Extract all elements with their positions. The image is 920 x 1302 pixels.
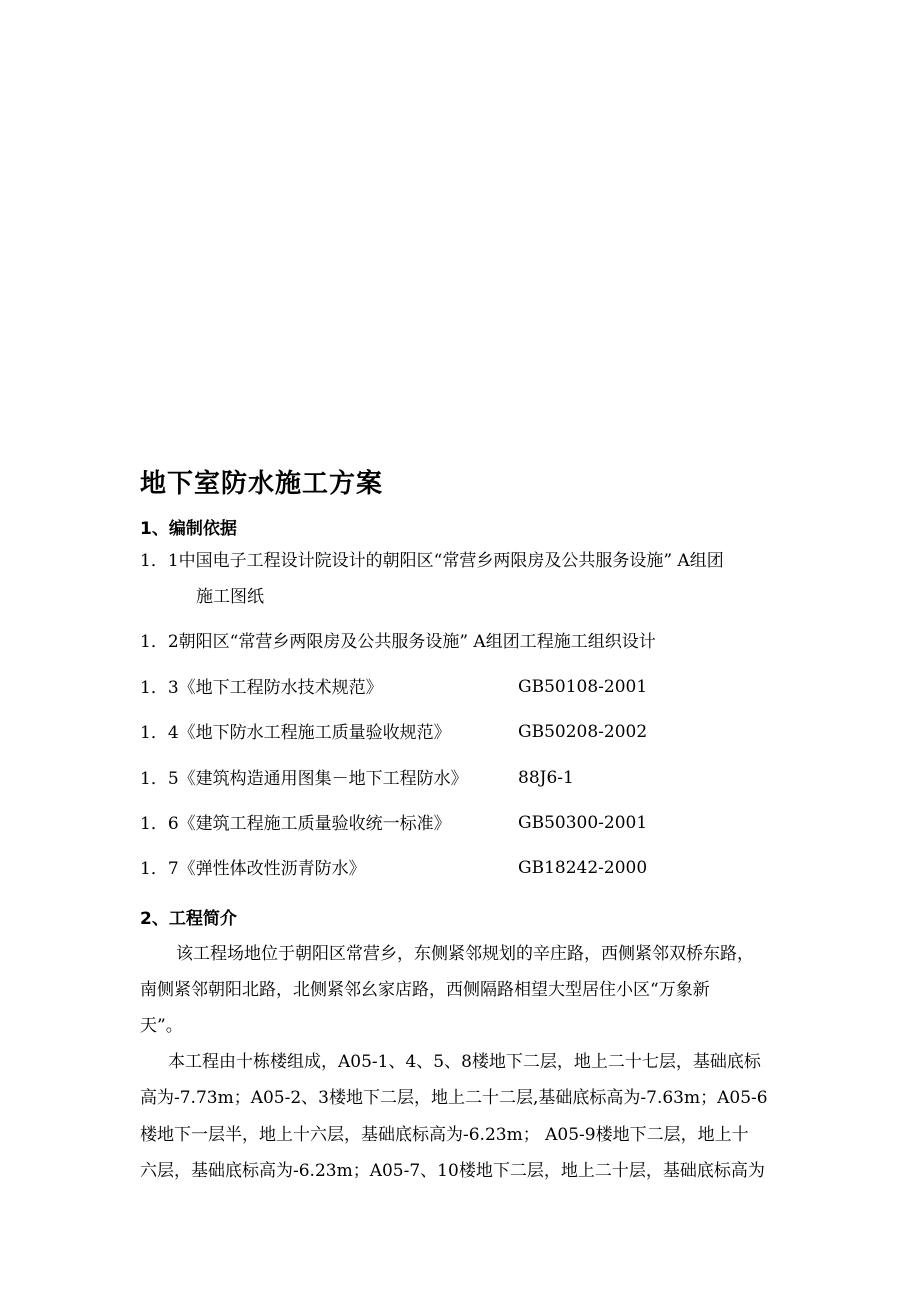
- basis-item-7: 1．7《弹性体改性沥青防水》: [140, 859, 366, 879]
- overview-paragraph2-line4: 六层，基础底标高为-6.23m；A05-7、10楼地下二层，地上二十层，基础底标高为: [140, 1161, 765, 1181]
- basis-item-7-code: GB18242-2000: [518, 858, 648, 878]
- basis-item-5-code: 88J6-1: [518, 768, 574, 788]
- basis-item-6-code: GB50300-2001: [518, 813, 648, 833]
- overview-paragraph1-line1: 该工程场地位于朝阳区常营乡，东侧紧邻规划的辛庄路，西侧紧邻双桥东路，: [176, 944, 754, 964]
- basis-item-3-code: GB50108-2001: [518, 677, 648, 697]
- basis-item-1-line1: 1．1中国电子工程设计院设计的朝阳区“常营乡两限房及公共服务设施” A组团: [140, 551, 724, 571]
- basis-item-5: 1．5《建筑构造通用图集－地下工程防水》: [140, 769, 468, 789]
- overview-paragraph1-line3: 天”。: [140, 1016, 183, 1036]
- basis-item-1-line2: 施工图纸: [196, 587, 264, 607]
- overview-paragraph1-line2: 南侧紧邻朝阳北路，北侧紧邻幺家店路，西侧隔路相望大型居住小区“万象新: [140, 980, 710, 1000]
- overview-paragraph2-line2: 高为-7.73m；A05-2、3楼地下二层，地上二十二层,基础底标高为-7.63m；A05-6: [140, 1088, 768, 1108]
- basis-item-4-code: GB50208-2002: [518, 722, 648, 742]
- basis-item-2: 1．2朝阳区“常营乡两限房及公共服务设施” A组团工程施工组织设计: [140, 632, 656, 652]
- section-heading-basis: 1、编制依据: [140, 519, 237, 539]
- basis-item-6: 1．6《建筑工程施工质量验收统一标准》: [140, 814, 451, 834]
- overview-paragraph2-line1: 本工程由十栋楼组成，A05-1、4、5、8楼地下二层，地上二十七层，基础底标: [168, 1052, 761, 1072]
- basis-item-3: 1．3《地下工程防水技术规范》: [140, 678, 383, 698]
- overview-paragraph2-line3: 楼地下一层半，地上十六层，基础底标高为-6.23m； A05-9楼地下二层，地上十: [140, 1125, 749, 1145]
- section-heading-overview: 2、工程简介: [140, 909, 237, 929]
- document-title: 地下室防水施工方案: [140, 469, 384, 499]
- basis-item-4: 1．4《地下防水工程施工质量验收规范》: [140, 723, 451, 743]
